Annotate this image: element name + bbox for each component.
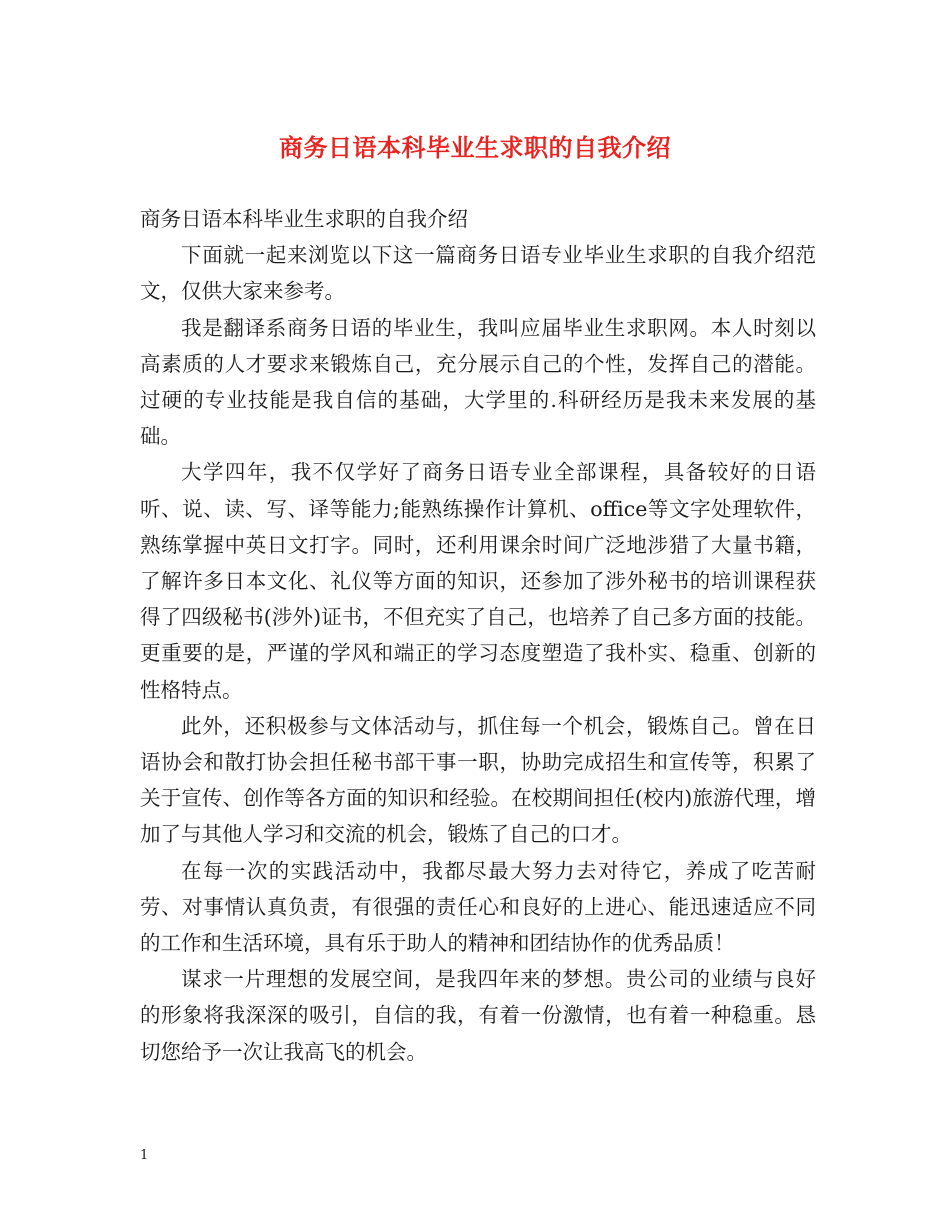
page-number: 1 bbox=[140, 1148, 149, 1163]
document-body bbox=[140, 201, 816, 1070]
paragraph-closing: 谋求一片理想的发展空间，是我四年来的梦想。贵公司的业绩与良好的形象将我深深的吸引，自信的我，有着一份激情，也有着一种稳重。恳切您给予一次让我高飞的机会。 bbox=[140, 967, 816, 1064]
paragraph-self-intro: 我是翻译系商务日语的毕业生，我叫应届毕业生求职网。本人时刻以高素质的人才要求来锻炼自己，充分展示自己的个性，发挥自己的潜能。过硬的专业技能是我自信的基础，大学里的.科研经历是我未来发展的基础。 bbox=[140, 315, 816, 449]
document-title: 商务日语本科毕业生求职的自我介绍 bbox=[279, 133, 671, 162]
document-heading: 商务日语本科毕业生求职的自我介绍 bbox=[140, 207, 468, 231]
paragraph-activities: 此外，还积极参与文体活动与，抓住每一个机会，锻炼自己。曾在日语协会和散打协会担任秘书部干事一职，协助完成招生和宣传等，积累了关于宣传、创作等各方面的知识和经验。在校期间担任(校内)旅游代理，增加了与其他人学习和交流的机会，锻炼了自己的口才。 bbox=[140, 713, 816, 847]
paragraph-intro: 下面就一起来浏览以下这一篇商务日语专业毕业生求职的自我介绍范文，仅供大家来参考。 bbox=[140, 243, 816, 304]
paragraph-university: 大学四年，我不仅学好了商务日语专业全部课程，具备较好的日语听、说、读、写、译等能力;能熟练操作计算机、office等文字处理软件，熟练掌握中英日文打字。同时，还利用课余时间广泛地涉猎了大量书籍，了解许多日本文化、礼仪等方面的知识，还参加了涉外秘书的培训课程获得了四级秘书(涉外)证书，不但充实了自己，也培养了自己多方面的技能。更重要的是，严谨的学风和端正的学习态度塑造了我朴实、稳重、创新的性格特点。 bbox=[140, 460, 816, 702]
paragraph-practice: 在每一次的实践活动中，我都尽最大努力去对待它，养成了吃苦耐劳、对事情认真负责，有很强的责任心和良好的上进心、能迅速适应不同的工作和生活环境，具有乐于助人的精神和团结协作的优秀品质！ bbox=[140, 858, 816, 956]
